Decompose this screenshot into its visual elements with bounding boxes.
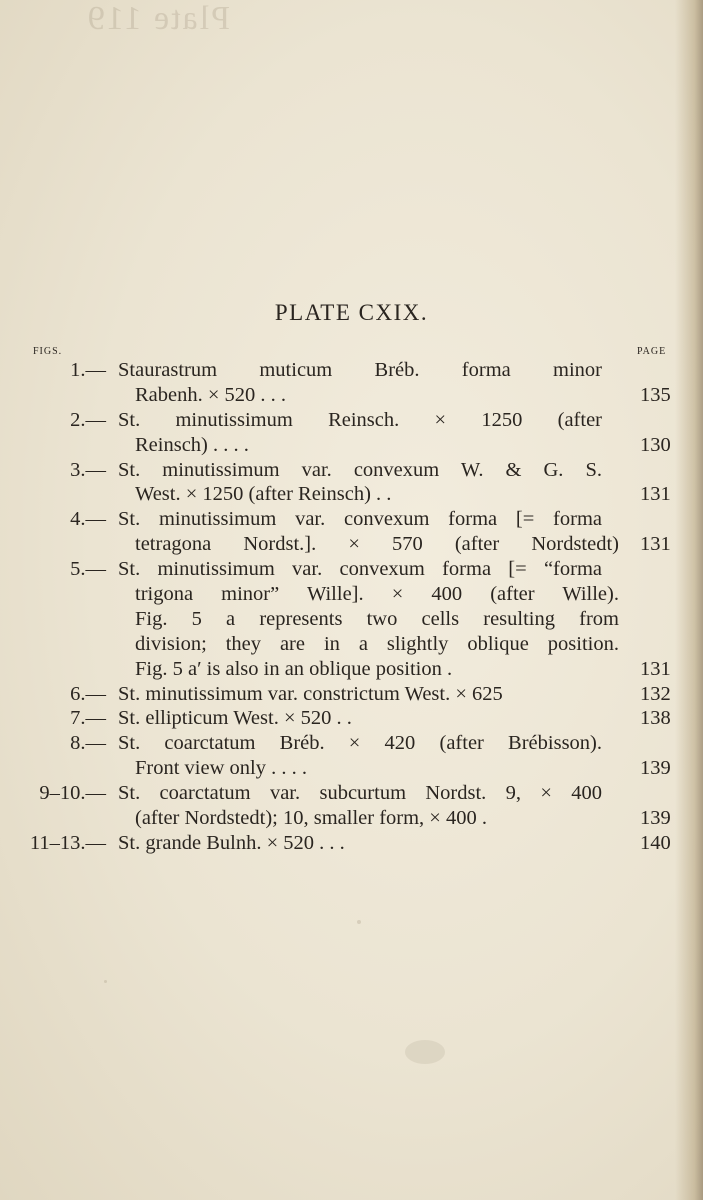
bleed-through-text: Plate 119 [85,0,230,37]
figure-description: St. minutissimum var. convexum forma [= “forma [118,558,602,581]
figure-number: 6.— [70,682,106,705]
list-line [0,831,703,856]
page-number: 132 [640,682,671,705]
figure-description: division; they are in a slightly oblique position. [135,632,619,655]
list-line [0,682,703,707]
list-line [0,458,703,483]
list-line [0,781,703,806]
page-number: 139 [640,807,671,830]
figure-description: tetragona Nordst.]. × 570 (after Nordstedt) [135,533,619,556]
figure-number: 7.— [70,707,106,730]
list-line [0,507,703,532]
list-line [0,557,703,582]
figure-number: 4.— [70,508,106,531]
figure-description: Rabenh. × 520 . . . [135,383,287,406]
page-number: 140 [640,831,671,854]
figure-description: West. × 1250 (after Reinsch) . . [135,483,392,506]
figure-description: Reinsch) . . . . [135,433,249,456]
list-line [0,582,703,607]
paper-speck [104,980,107,983]
page-number: 131 [640,533,671,556]
list-line [0,706,703,731]
figure-description: St. coarctatum var. subcurtum Nordst. 9, × 400 [118,782,602,805]
figure-description: trigona minor” Wille]. × 400 (after Wille). [135,583,619,606]
figure-description: (after Nordstedt); 10, smaller form, × 400 . [135,807,487,830]
list-line [0,358,703,383]
figure-description: St. coarctatum Bréb. × 420 (after Brébisson). [118,732,602,755]
figure-list [0,358,703,856]
page-number: 131 [640,483,671,506]
figure-number: 2.— [70,408,106,431]
figure-description: Front view only . . . . [135,757,307,780]
list-line [0,532,703,557]
figure-description: St. grande Bulnh. × 520 . . . [118,831,345,854]
list-line [0,657,703,682]
page-number: 138 [640,707,671,730]
plate-title: PLATE CXIX. [274,300,429,325]
page-number: 139 [640,757,671,780]
figure-number: 5.— [70,558,106,581]
list-line [0,607,703,632]
figure-description: St. minutissimum var. convexum forma [= forma [118,508,602,531]
page-column-header: PAGE [637,346,667,357]
figure-description: Fig. 5 a represents two cells resulting from [135,607,619,630]
list-line [0,806,703,831]
figure-number: 1.— [70,359,106,381]
list-line [0,632,703,657]
list-line [0,482,703,507]
figure-number: 8.— [70,732,106,755]
page-number: 130 [640,433,671,456]
list-line [0,383,703,408]
list-line [0,731,703,756]
list-line [0,433,703,458]
list-line [0,408,703,433]
paper-stain [405,1040,445,1064]
figure-description: St. ellipticum West. × 520 . . [118,707,352,730]
figure-number: 3.— [70,458,106,481]
figure-description: Fig. 5 a′ is also in an oblique position . [135,657,453,680]
paper-speck [357,920,361,924]
figs-column-header: FIGS. [33,346,63,357]
figure-number: 9–10.— [39,782,106,805]
list-line [0,756,703,781]
figure-description: St. minutissimum var. convexum W. & G. S. [118,458,602,481]
figure-number: 11–13.— [29,831,106,854]
page-number: 135 [640,383,671,406]
figure-description: St. minutissimum var. constrictum West. × 625 [118,682,503,705]
figure-description: St. minutissimum Reinsch. × 1250 (after [118,408,602,431]
figure-description: Staurastrum muticum Bréb. forma minor [118,359,602,381]
page-number: 131 [640,657,671,680]
